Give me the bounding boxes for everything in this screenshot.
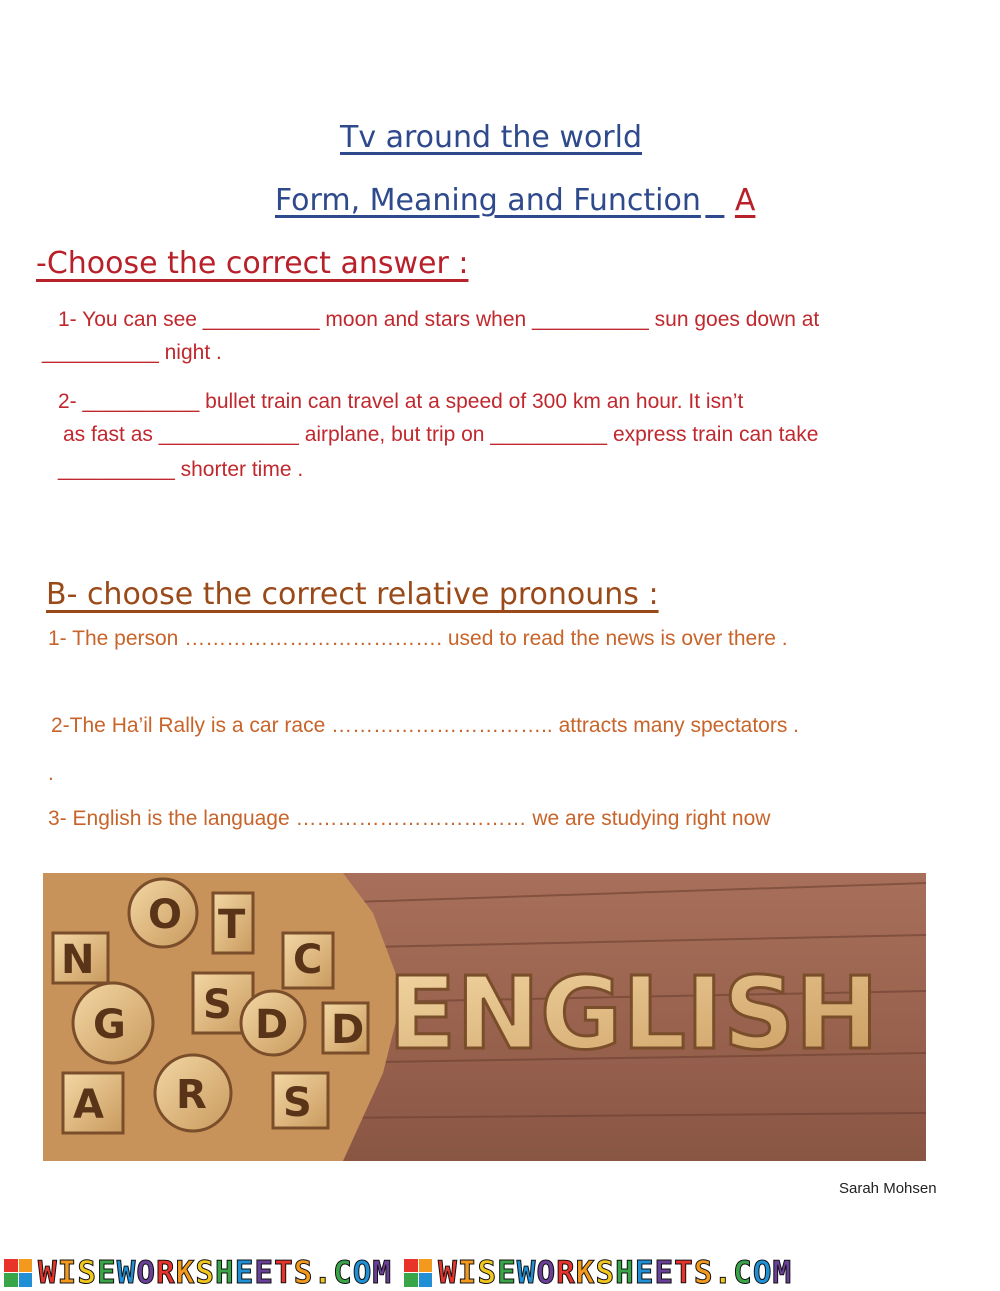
english-letters-photo: [43, 873, 926, 1161]
svg-text:D: D: [255, 1002, 289, 1048]
svg-text:S: S: [203, 982, 232, 1028]
wiseworksheets-logo-icon: [404, 1259, 432, 1287]
stray-dot: .: [48, 762, 54, 785]
photo-illustration: [43, 873, 926, 1161]
subtitle-letter: A: [734, 183, 756, 218]
subtitle-text: Form, Meaning and Function: [275, 183, 701, 218]
question-a2-line2: as fast as ____________ airplane, but trip on __________ express train can take: [63, 423, 819, 446]
wiseworksheets-logo-icon: [4, 1259, 32, 1287]
svg-text:S: S: [283, 1080, 312, 1126]
section-a-heading: -Choose the correct answer :: [36, 246, 469, 281]
question-a1-line2: __________ night .: [42, 341, 222, 364]
svg-text:R: R: [176, 1072, 207, 1118]
watermark-text: WISEWORKSHEETS.COM: [38, 1254, 393, 1291]
page-title: Tv around the world: [340, 120, 643, 155]
watermark-footer: [0, 1254, 1000, 1291]
svg-text:C: C: [293, 937, 323, 983]
svg-text:N: N: [61, 937, 95, 983]
english-word: [388, 955, 879, 1072]
svg-text:D: D: [331, 1007, 365, 1053]
watermark-2: [404, 1255, 792, 1291]
section-b-heading: B- choose the correct relative pronouns :: [46, 577, 659, 612]
svg-text:G: G: [93, 1002, 126, 1048]
question-a2-line1: 2- __________ bullet train can travel at a speed of 300 km an hour. It isn’t: [58, 390, 744, 413]
svg-text:A: A: [73, 1082, 104, 1128]
question-b1: 1- The person ………………………………. used to read the news is over there .: [48, 627, 788, 650]
question-a2-line3: __________ shorter time .: [58, 458, 304, 481]
svg-text:O: O: [148, 892, 183, 938]
question-b2: 2-The Ha’il Rally is a car race ………………………….. attracts many spectators .: [51, 714, 800, 737]
author-credit: Sarah Mohsen: [839, 1180, 937, 1197]
question-b3: 3- English is the language …………………………… we are studying right now: [48, 807, 771, 830]
svg-text:T: T: [218, 902, 246, 948]
page-subtitle: [275, 183, 755, 218]
watermark-1: [4, 1255, 392, 1291]
watermark-text: WISEWORKSHEETS.COM: [438, 1254, 793, 1291]
question-a1-line1: 1- You can see __________ moon and stars when __________ sun goes down at: [58, 308, 820, 331]
english-word-text: ENGLISH: [388, 955, 879, 1072]
letter-pile: [43, 873, 403, 1161]
